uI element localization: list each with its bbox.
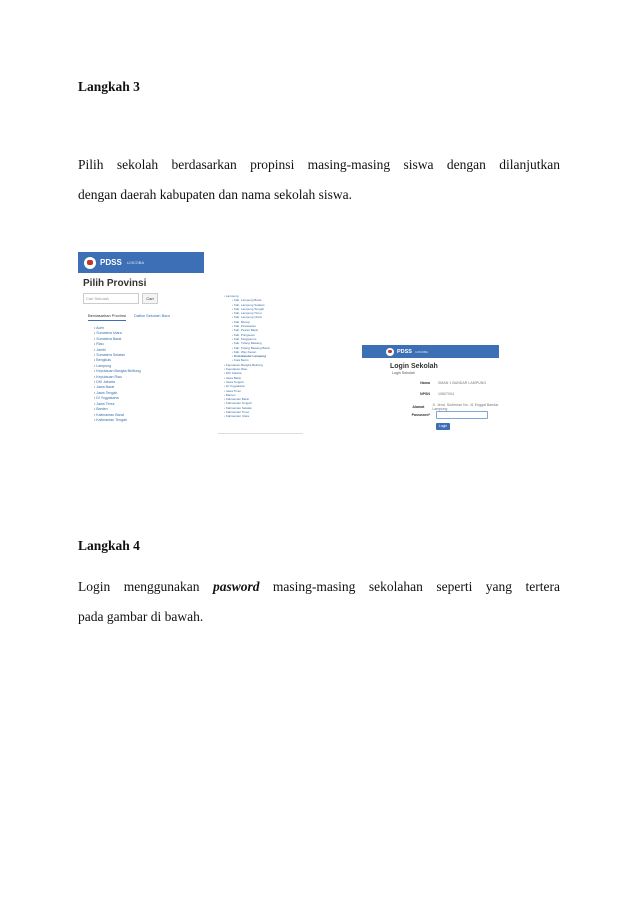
province-item[interactable]: • Banten — [94, 407, 204, 412]
province-item[interactable]: • Kepulauan Bangka Belitung — [224, 363, 303, 367]
step4-line-1 — [78, 572, 560, 602]
province-item[interactable]: • Kepulauan Riau — [224, 367, 303, 371]
district-item[interactable]: • Kab. Pesawaran — [224, 324, 303, 328]
step3-line-1: Pilih sekolah berdasarkan propinsi masing-masing siswa dengan dilanjutkan — [78, 157, 560, 172]
province-item[interactable]: • Jawa Tengah — [94, 391, 204, 396]
login-subtitle: Login Sekolah — [392, 371, 415, 375]
province-item[interactable]: • Lampung — [94, 364, 204, 369]
password-input[interactable] — [436, 411, 488, 419]
step4-line-2: pada gambar di bawah. — [78, 609, 204, 624]
step3-heading: Langkah 3 — [78, 79, 140, 94]
login-screenshot — [362, 345, 499, 438]
province-item[interactable]: • DI Yogyakarta — [94, 396, 204, 401]
district-screenshot — [218, 291, 303, 434]
district-list — [224, 294, 303, 419]
district-item[interactable]: • Kab. Mesuji — [224, 320, 303, 324]
search-button[interactable]: Cari — [142, 293, 158, 304]
province-list — [94, 326, 204, 423]
step4-emphasis: pasword — [212, 579, 260, 594]
tab-by-province[interactable]: Berdasarkan Provinsi — [88, 313, 126, 321]
district-item[interactable]: • Kab. Tulang Bawang Barat — [224, 346, 303, 350]
district-item[interactable]: • Kota Bandar Lampung — [224, 354, 303, 358]
province-item[interactable]: • DKI Jakarta — [224, 371, 303, 375]
name-value: SMAN 1 BANDAR LAMPUNG — [438, 381, 487, 385]
province-item[interactable]: • Riau — [94, 342, 204, 347]
pdss-logo-icon — [386, 348, 394, 356]
login-title: Login Sekolah — [390, 363, 438, 370]
step4-paragraph — [78, 572, 560, 632]
province-item[interactable]: • Kalimantan Selatan — [224, 406, 303, 410]
province-item[interactable]: • Jawa Timur — [94, 402, 204, 407]
address-value: Jl. Jend. Sudirman No. 41 Enggal Bandar Lampung — [432, 403, 499, 411]
province-item[interactable]: • Kalimantan Utara — [224, 414, 303, 418]
tab-new-schools[interactable]: Daftar Sekolah Baru — [134, 313, 171, 318]
step4-heading: Langkah 4 — [78, 538, 140, 553]
province-item[interactable]: • Banten — [224, 393, 303, 397]
province-item[interactable]: • Kepulauan Riau — [94, 375, 204, 380]
step3-paragraph — [78, 150, 560, 210]
pdss-logo-icon — [84, 257, 96, 269]
header-bar — [362, 345, 499, 358]
district-item[interactable]: • Kab. Lampung Tengah — [224, 307, 303, 311]
province-item[interactable]: • Kalimantan Tengah — [94, 418, 204, 423]
district-item[interactable]: • Kab. Pringsewu — [224, 333, 303, 337]
district-item[interactable]: • Kab. Lampung Selatan — [224, 303, 303, 307]
login-button[interactable]: Login — [436, 423, 450, 430]
province-item[interactable]: • DKI Jakarta — [94, 380, 204, 385]
province-item[interactable]: • Kalimantan Tengah — [224, 401, 303, 405]
province-item[interactable]: • Kalimantan Barat — [224, 397, 303, 401]
province-item[interactable]: • Sumatera Selatan — [94, 353, 204, 358]
logo-subtext: UJICOBA — [126, 260, 145, 265]
name-label: Nama — [420, 381, 430, 385]
logo-subtext: UJICOBA — [414, 349, 428, 354]
province-item[interactable]: • Sumatera Barat — [94, 337, 204, 342]
npsn-value: 10807004 — [438, 392, 454, 396]
district-item[interactable]: • Kab. Way Kanan — [224, 350, 303, 354]
district-item[interactable]: • Kab. Tanggamus — [224, 337, 303, 341]
npsn-label: NPSN — [420, 392, 430, 396]
district-item[interactable]: • Kab. Lampung Utara — [224, 315, 303, 319]
step4-text-b: masing-masing sekolahan seperti yang tertera — [259, 579, 560, 594]
logo-text: PDSS — [100, 258, 122, 267]
province-item[interactable]: • Lampung — [224, 294, 303, 298]
province-item[interactable]: • Kalimantan Barat — [94, 413, 204, 418]
province-item[interactable]: • Jawa Barat — [94, 385, 204, 390]
logo-text: PDSS — [397, 348, 412, 355]
province-item[interactable]: • Jawa Tengah — [224, 380, 303, 384]
province-item[interactable]: • Kalimantan Timur — [224, 410, 303, 414]
province-item[interactable]: • Jawa Barat — [224, 376, 303, 380]
district-item[interactable]: • Kota Metro — [224, 358, 303, 362]
province-item[interactable]: • Sumatera Utara — [94, 331, 204, 336]
province-item[interactable]: • Aceh — [94, 326, 204, 331]
page-title: Pilih Provinsi — [83, 278, 147, 289]
province-item[interactable]: • Kepulauan Bangka Belitung — [94, 369, 204, 374]
province-item[interactable]: • Bengkulu — [94, 358, 204, 363]
district-item[interactable]: • Kab. Lampung Barat — [224, 298, 303, 302]
province-item[interactable]: • Jawa Timur — [224, 389, 303, 393]
province-screenshot — [78, 252, 204, 442]
address-label: Alamat — [412, 405, 425, 409]
district-item[interactable]: • Kab. Lampung Timur — [224, 311, 303, 315]
district-item[interactable]: • Kab. Pesisir Barat — [224, 328, 303, 332]
password-label: Password* — [411, 413, 430, 417]
province-item[interactable]: • DI Yogyakarta — [224, 384, 303, 388]
step3-line-2: dengan daerah kabupaten dan nama sekolah siswa. — [78, 187, 353, 202]
province-item[interactable]: • Jambi — [94, 348, 204, 353]
header-bar — [78, 252, 204, 273]
search-input[interactable]: Cari Sekolah — [83, 293, 139, 304]
step4-text-a: Login menggunakan — [78, 579, 213, 594]
district-item[interactable]: • Kab. Tulang Bawang — [224, 341, 303, 345]
